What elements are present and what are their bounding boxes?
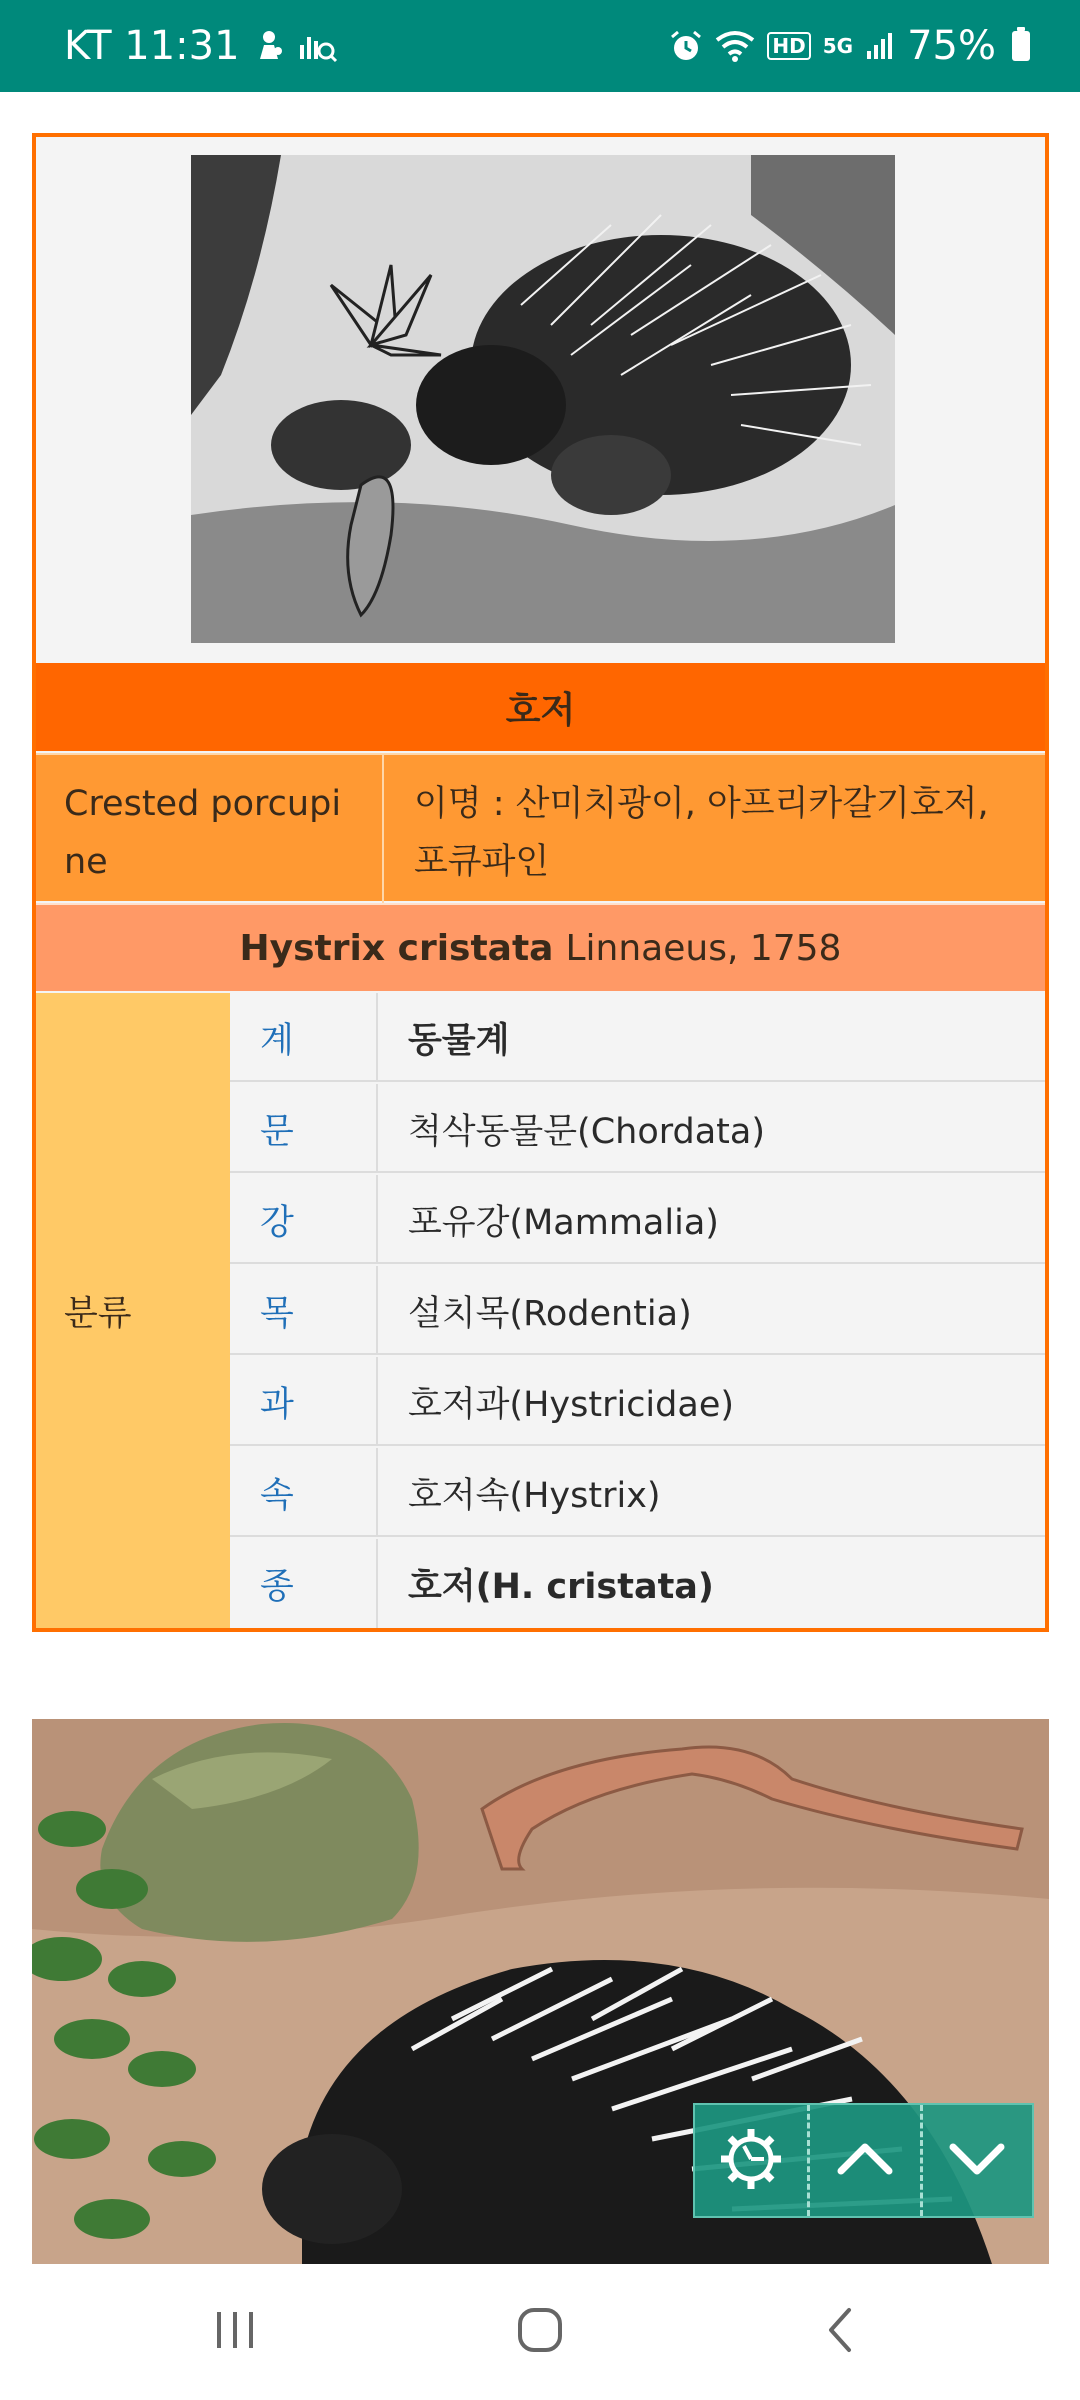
wifi-icon (715, 30, 755, 62)
rank-value: 호저과(Hystricidae) (408, 1384, 735, 1425)
rank-link[interactable]: 종 (230, 1539, 378, 1628)
rank-row-phylum (230, 1084, 1045, 1173)
authority: Linnaeus, 1758 (565, 927, 842, 969)
hd-label: HD (767, 32, 810, 60)
chevron-down-icon (947, 2139, 1007, 2183)
rank-link[interactable]: 과 (230, 1357, 378, 1446)
names-row (36, 753, 1045, 901)
classification-block (36, 993, 1045, 1628)
rank-value: 척삭동물문(Chordata) (408, 1111, 766, 1152)
scientific-name-row (36, 903, 1045, 991)
signal-icon (865, 31, 895, 61)
rank-link[interactable]: 속 (230, 1448, 378, 1537)
infobox-image-area (36, 137, 1045, 661)
scientific-name: Hystrix cristata (239, 927, 554, 969)
rank-row-order (230, 1266, 1045, 1355)
navigation-bar (0, 2264, 1080, 2400)
rank-row-genus (230, 1448, 1045, 1537)
rank-rows (230, 993, 1045, 1628)
species-infobox (32, 133, 1049, 1632)
english-name: Crested porcupine (64, 784, 342, 882)
battery-icon (1012, 31, 1030, 61)
chevron-up-icon (835, 2139, 895, 2183)
rank-value: 호저(H. cristata) (408, 1566, 714, 1607)
rank-row-family (230, 1357, 1045, 1446)
gear-icon (716, 2124, 786, 2198)
rank-row-species (230, 1539, 1045, 1628)
infobox-title: 호저 (36, 663, 1045, 751)
rank-link[interactable]: 목 (230, 1266, 378, 1355)
rank-row-kingdom (230, 993, 1045, 1082)
recents-icon (213, 2308, 257, 2356)
rank-link[interactable]: 강 (230, 1175, 378, 1264)
rank-link[interactable]: 문 (230, 1084, 378, 1173)
rank-value: 설치목(Rodentia) (408, 1293, 692, 1334)
home-icon (515, 2305, 565, 2359)
carrier-time: KT 11:31 (64, 23, 240, 69)
notification-icon (254, 29, 284, 63)
status-bar (0, 0, 1080, 92)
home-button[interactable] (470, 2264, 610, 2400)
rank-link[interactable]: 계 (230, 993, 378, 1082)
scroll-up-button[interactable] (807, 2105, 919, 2216)
back-icon (823, 2306, 857, 2358)
data-monitor-icon (298, 29, 338, 63)
rank-value: 포유강(Mammalia) (408, 1202, 719, 1243)
recents-button[interactable] (165, 2264, 305, 2400)
scroll-down-button[interactable] (920, 2105, 1032, 2216)
classification-label: 분류 (36, 993, 230, 1628)
alternate-names: 이명 : 산미치광이, 아프리카갈기호저, 포큐파인 (382, 755, 1045, 903)
rank-value: 동물계 (408, 1020, 510, 1061)
network-label: 5G (822, 34, 854, 58)
alarm-icon (669, 29, 703, 63)
battery-percent: 75% (907, 23, 996, 69)
porcupine-engraving-image[interactable] (191, 155, 895, 643)
rank-row-class (230, 1175, 1045, 1264)
floating-controls (693, 2103, 1034, 2218)
rank-value: 호저속(Hystrix) (408, 1475, 661, 1516)
settings-button[interactable] (695, 2105, 807, 2216)
back-button[interactable] (770, 2264, 910, 2400)
